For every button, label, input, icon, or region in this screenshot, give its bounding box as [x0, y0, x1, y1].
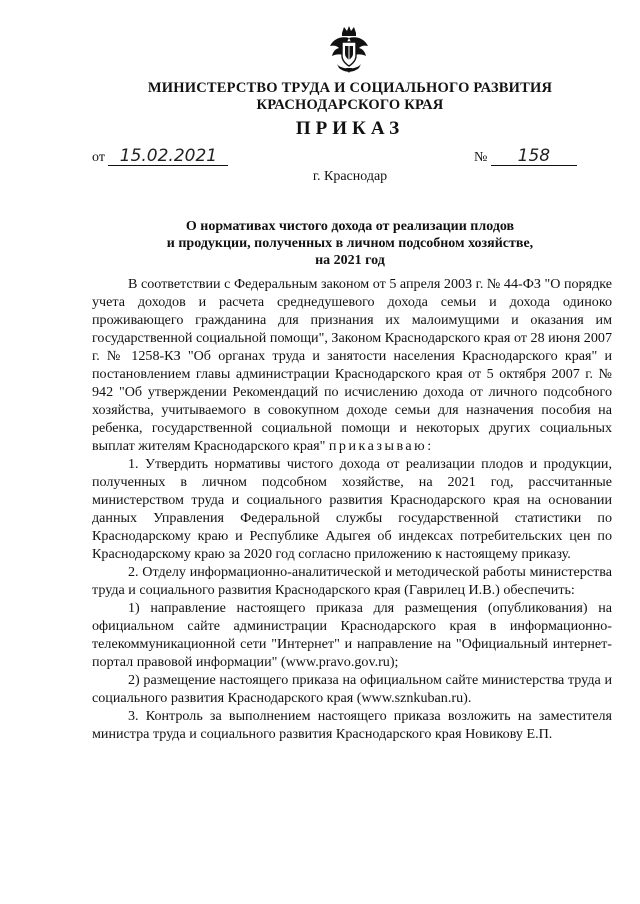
coat-of-arms-emblem — [327, 24, 371, 74]
paragraph-item-1: 1. Утвердить нормативы чистого дохода от реализации плодов и продукции, полученных в личном подсобном хозяйстве, на 2021 год, рассчитанные министерством труда и социального развития Краснодарского края на основании данных Управления Федеральной службы государственной статистики по Краснодарскому краю и Республике Адыгея об индексах потребительских цен по Краснодарскому краю за 2020 год согласно приложению к настоящему приказу. — [92, 456, 612, 562]
intro-text: В соответствии с Федеральным законом от 5 апреля 2003 г. № 44-ФЗ "О порядке учета доходов и расчета среднедушевого дохода семьи и дохода одиноко проживающего гражданина для признания их малоимущими и оказания им государственной социальной помощи", Законом Краснодарского края от 28 июня 2007 г. № 1258-КЗ "Об органах труда и занятости населения Краснодарского края" и постановлением главы администрации Краснодарского края от 5 октября 2007 г. № 942 "Об утверждении Рекомендаций по исчислению дохода от личного подсобного хозяйства, учитываемого в совокупном доходе семьи для назначения пособия на ребенка, государственной социальной помощи и некоторых других социальных выплат жителям Краснодарского края" — [92, 276, 612, 454]
paragraph-item-3: 3. Контроль за выполнением настоящего приказа возложить на заместителя министра труда и социального развития Краснодарского края Новикову Е.П. — [92, 708, 612, 742]
document-type-title: ПРИКАЗ — [295, 118, 405, 139]
ministry-name — [120, 80, 580, 114]
city-name: г. Краснодар — [312, 169, 388, 184]
subject-line-1: О нормативах чистого дохода от реализации плодов — [185, 219, 515, 234]
document-body — [92, 275, 612, 743]
subject-line-3: на 2021 год — [315, 253, 385, 268]
date-field — [92, 148, 228, 166]
paragraph-item-2: 2. Отделу информационно-аналитической и методической работы министерства труда и социального развития Краснодарского края (Гаврилец И.В.) обеспечить: — [92, 564, 612, 598]
document-subject — [130, 218, 570, 269]
number-field — [474, 148, 577, 166]
paragraph-item-2-2: 2) размещение настоящего приказа на официальном сайте министерства труда и социального развития Краснодарского края (www.sznkuban.ru). — [92, 672, 612, 706]
number-label: № — [474, 150, 488, 165]
ministry-line-2: КРАСНОДАРСКОГО КРАЯ — [256, 97, 444, 113]
orders-word: приказываю: — [328, 438, 434, 454]
paragraph-item-2-1: 1) направление настоящего приказа для размещения (опубликования) на официальном сайте администрации Краснодарского края в информационно-телекоммуникационной сети "Интернет" и направление на "Официальный интернет-портал правовой информации" (www.pravo.gov.ru); — [92, 600, 612, 670]
date-label: от — [92, 150, 105, 165]
date-value: 15.02.2021 — [108, 148, 228, 166]
number-value: 158 — [491, 148, 577, 166]
paragraph-intro — [92, 275, 612, 455]
ministry-line-1: МИНИСТЕРСТВО ТРУДА И СОЦИАЛЬНОГО РАЗВИТИЯ — [147, 80, 553, 96]
subject-line-2: и продукции, полученных в личном подсобном хозяйстве, — [166, 236, 534, 251]
coat-of-arms-icon — [327, 24, 371, 74]
